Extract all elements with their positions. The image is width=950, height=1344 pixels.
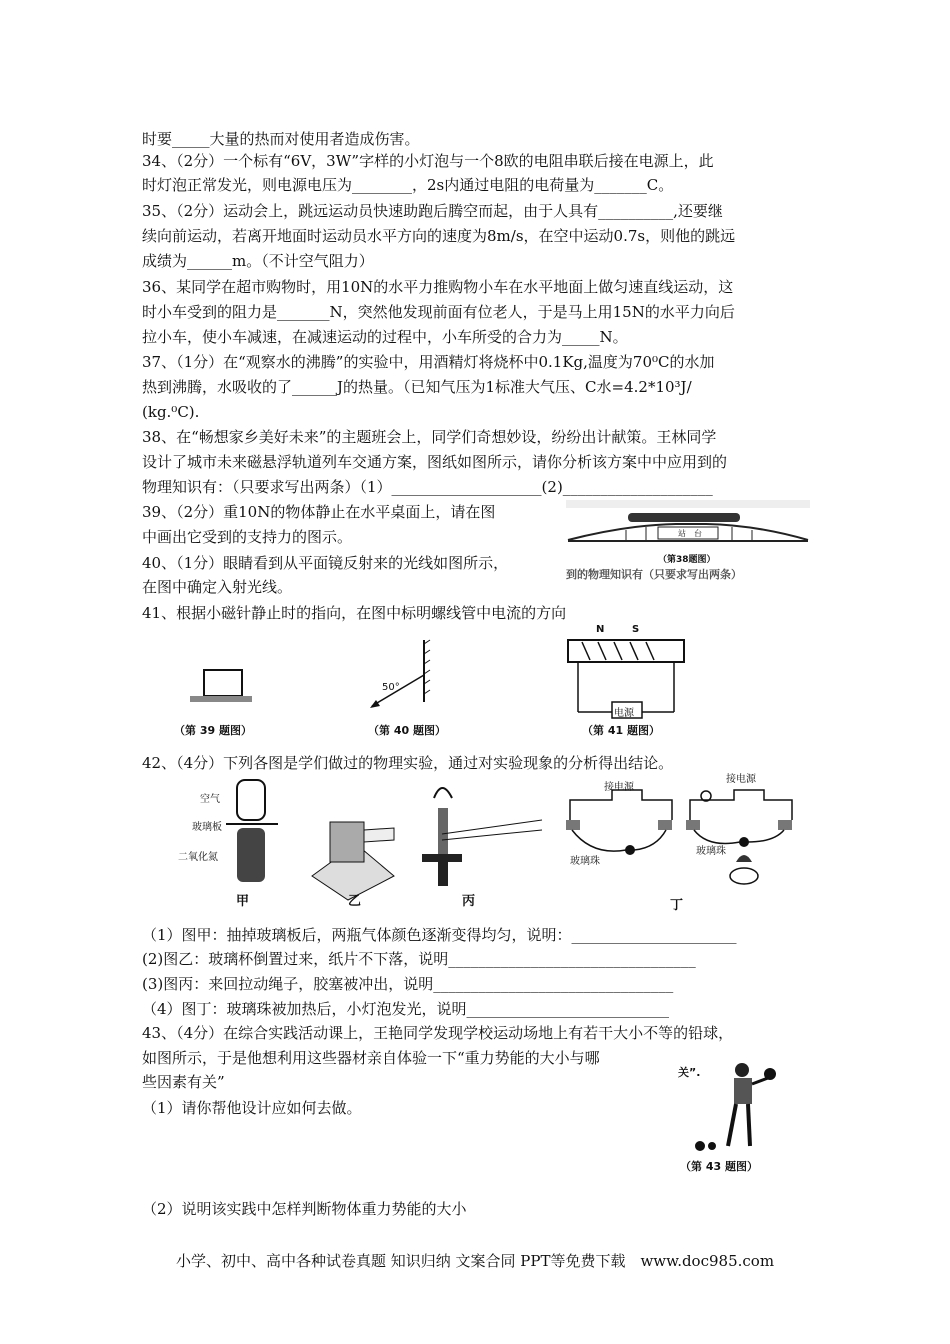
figure-43-quote: 关”. (678, 1066, 701, 1079)
bead-label-1: 玻璃珠 (570, 856, 600, 867)
q42-sub2: (2)图乙：玻璃杯倒置过来，纸片不下落，说明_________________________________ (142, 950, 696, 968)
page-footer: 小学、初中、高中各种试卷真题 知识归纳 文案合同 PPT等免费下载 www.doc985.com (175, 1252, 775, 1270)
q40-line2: 在图中确定入射光线。 (142, 578, 293, 596)
bead-label-2: 玻璃珠 (696, 846, 726, 857)
q43-sub1: （1）请你帮他设计应如何去做。 (142, 1099, 362, 1117)
q42-sub3: (3)图丙：来回拉动绳子，胶塞被冲出，说明________________________________ (142, 975, 674, 993)
q36-line2: 时小车受到的阻力是_______N，突然他发现前面有位老人，于是马上用15N的水平力向后 (142, 303, 735, 321)
q40-line1: 40、（1分）眼睛看到从平面镜反射来的光线如图所示， (142, 554, 509, 572)
q43-sub2: （2）说明该实践中怎样判断物体重力势能的大小 (142, 1200, 467, 1218)
q35-line1: 35、（2分）运动会上，跳远运动员快速助跑后腾空而起，由于人具有__________,还要继 (142, 202, 723, 220)
angle-label: 50° (382, 682, 400, 693)
glass-plate-label: 玻璃板 (192, 822, 222, 833)
q39-line1: 39、（2分）重10N的物体静止在水平桌面上，请在图 (142, 503, 496, 521)
q42-line1: 42、（4分）下列各图是学们做过的物理实验，通过对实验现象的分析得出结论。 (142, 754, 674, 772)
figure-38 (566, 500, 810, 580)
needle-n-label: N (596, 624, 605, 635)
power-label-1: 接电源 (604, 782, 634, 793)
q43-line3: 些因素有关” (142, 1073, 225, 1091)
figures-39-41 (142, 624, 812, 740)
figure-38-caption: （第38题图） (658, 555, 716, 565)
figure-43 (676, 1050, 786, 1176)
q38-line1: 38、在“畅想家乡美好未来”的主题班会上，同学们奇想妙设，纷纷出计献策。王林同学 (142, 428, 717, 446)
power-label-2: 接电源 (726, 774, 756, 785)
q41-line1: 41、根据小磁针静止时的指向，在图中标明螺线管中电流的方向 (142, 604, 567, 622)
station-label: 站 台 (678, 529, 702, 538)
q38-line2: 设计了城市未来磁悬浮轨道列车交通方案，图纸如图所示，请你分析该方案中中应用到的 (142, 453, 728, 471)
q36-line1: 36、某同学在超市购物时，用10N的水平力推购物小车在水平地面上做匀速直线运动，这 (142, 278, 734, 296)
figure-40-caption: （第 40 题图） (368, 724, 446, 737)
q39-line2: 中画出它受到的支持力的图示。 (142, 528, 353, 546)
power-source-label: 电源 (614, 708, 634, 719)
q42-sub4: （4）图丁：玻璃珠被加热后，小灯泡发光，说明___________________________ (142, 1000, 670, 1018)
figure-41-caption: （第 41 题图） (582, 724, 660, 737)
needle-s-label: S (632, 624, 640, 635)
q34-line2: 时灯泡正常发光，则电源电压为________，2s内通过电阻的电荷量为_______C。 (142, 176, 674, 194)
figure-38-overlay-text: 到的物理知识有（只要求写出两条） (566, 568, 742, 581)
label-jia: 甲 (236, 894, 250, 909)
q43-line1: 43、（4分）在综合实践活动课上，王艳同学发现学校运动场地上有若干大小不等的铅球， (142, 1024, 734, 1042)
q42-sub1: （1）图甲：抽掉玻璃板后，两瓶气体颜色逐渐变得均匀，说明：______________________ (142, 926, 737, 944)
q36-line3: 拉小车，使小车减速，在减速运动的过程中，小车所受的合力为_____N。 (142, 328, 628, 346)
q35-line2: 续向前运动，若离开地面时运动员水平方向的速度为8m/s，在空中运动0.7s，则他的跳远 (142, 227, 736, 245)
q37-line1: 37、（1分）在“观察水的沸腾”的实验中，用酒精灯将烧杯中0.1Kg,温度为70⁰C的水加 (142, 353, 715, 371)
q35-line3: 成绩为______m。（不计空气阻力） (142, 252, 374, 270)
label-ding: 丁 (670, 898, 684, 913)
no2-label: 二氧化氮 (178, 852, 218, 863)
figure-43-caption: （第 43 题图） (680, 1160, 758, 1173)
figure-39-caption: （第 39 题图） (174, 724, 252, 737)
figure-42 (142, 768, 812, 912)
label-yi: 乙 (348, 894, 362, 909)
q37-line2: 热到沸腾，水吸收的了______J的热量。（已知气压为1标准大气压、C水=4.2*10³J/ (142, 378, 692, 396)
q37-line3: (kg.⁰C). (142, 403, 200, 421)
air-label: 空气 (200, 794, 220, 805)
q43-line2: 如图所示，于是他想利用这些器材亲自体验一下“重力势能的大小与哪 (142, 1049, 600, 1067)
label-bing: 丙 (462, 894, 476, 909)
q33-tail: 时要_____大量的热而对使用者造成伤害。 (142, 130, 420, 148)
q38-line3: 物理知识有：（只要求写出两条）（1）____________________(2)____________________ (142, 478, 713, 496)
q34-line1: 34、（2分）一个标有“6V，3W”字样的小灯泡与一个8欧的电阻串联后接在电源上，此 (142, 152, 714, 170)
